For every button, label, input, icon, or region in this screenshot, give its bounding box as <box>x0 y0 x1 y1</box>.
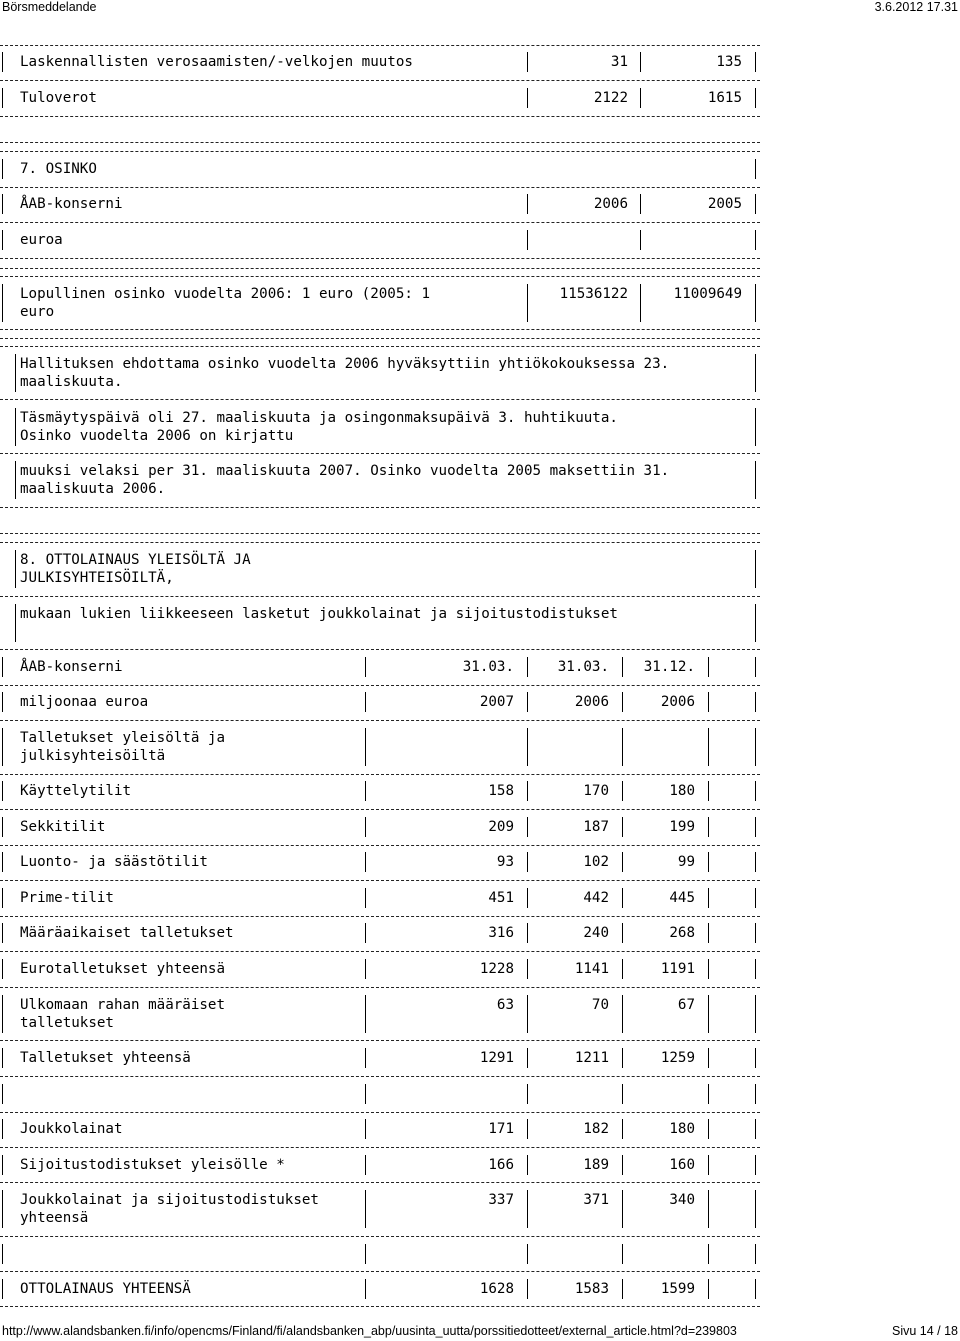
row-value: 268 <box>669 925 695 941</box>
row-value: 442 <box>583 890 609 906</box>
unit-label: miljoonaa euroa <box>20 694 149 710</box>
table-header-year: 2007 <box>479 694 514 710</box>
row-label: talletukset <box>20 1015 114 1031</box>
tax-row-value: 2122 <box>593 90 628 106</box>
dividend-value: 11009649 <box>673 286 742 302</box>
row-label: Prime-tilit <box>20 890 114 906</box>
dividend-note: Täsmäytyspäivä oli 27. maaliskuuta ja osingonmaksupäivä 3. huhtikuuta. <box>20 410 618 426</box>
row-label: Ulkomaan rahan määräiset <box>20 997 225 1013</box>
row-value: 102 <box>583 854 609 870</box>
row-value: 199 <box>669 819 695 835</box>
page-number: Sivu 14 / 18 <box>891 1324 958 1338</box>
table-header-date: 31.12. <box>643 659 695 675</box>
row-label: Talletukset yhteensä <box>20 1050 191 1066</box>
row-value: 160 <box>669 1157 695 1173</box>
row-label: OTTOLAINAUS YHTEENSÄ <box>20 1281 191 1297</box>
row-value: 209 <box>488 819 514 835</box>
row-value: 1141 <box>574 961 609 977</box>
row-value: 337 <box>488 1192 514 1208</box>
row-value: 1628 <box>479 1281 514 1297</box>
row-label: Luonto- ja säästötilit <box>20 854 208 870</box>
section-title: JULKISYHTEISÖILTÄ, <box>20 570 174 586</box>
row-heading: julkisyhteisöiltä <box>20 748 166 764</box>
source-url[interactable]: http://www.alandsbanken.fi/info/opencms/Finland/fi/alandsbanken_abp/uusinta_uutta/porssitiedotteet/external_article.html?d=239803 <box>2 1324 737 1338</box>
row-value: 1191 <box>660 961 695 977</box>
tax-row-value: 135 <box>716 54 742 70</box>
document-type: Börsmeddelande <box>2 0 97 14</box>
unit-label: euroa <box>20 232 63 248</box>
row-value: 1228 <box>479 961 514 977</box>
dividend-note: muuksi velaksi per 31. maaliskuuta 2007. Osinko vuodelta 2005 maksettiin 31. <box>20 463 670 479</box>
row-value: 451 <box>488 890 514 906</box>
row-label: Joukkolainat ja sijoitustodistukset <box>20 1192 319 1208</box>
row-value: 170 <box>583 783 609 799</box>
table-header-date: 31.03. <box>557 659 609 675</box>
tax-row-value: 1615 <box>707 90 742 106</box>
tax-row-label: Laskennallisten verosaamisten/-velkojen muutos <box>20 54 413 70</box>
row-value: 316 <box>488 925 514 941</box>
row-value: 70 <box>591 997 609 1013</box>
page-footer <box>0 1324 960 1340</box>
row-value: 93 <box>496 854 514 870</box>
dividend-note: maaliskuuta 2006. <box>20 481 166 497</box>
dividend-note: Hallituksen ehdottama osinko vuodelta 2006 hyväksyttiin yhtiökokouksessa 23. <box>20 356 670 372</box>
row-value: 1599 <box>660 1281 695 1297</box>
row-value: 340 <box>669 1192 695 1208</box>
table-header-label: ÅAB-konserni <box>20 196 123 212</box>
table-header-label: ÅAB-konserni <box>20 659 123 675</box>
section-subtitle: mukaan lukien liikkeeseen lasketut joukkolainat ja sijoitustodistukset <box>20 606 618 622</box>
row-value: 180 <box>669 1121 695 1137</box>
row-value: 371 <box>583 1192 609 1208</box>
dividend-note: Osinko vuodelta 2006 on kirjattu <box>20 428 294 444</box>
row-value: 1211 <box>574 1050 609 1066</box>
table-header-year: 2006 <box>593 196 628 212</box>
row-label: Käyttelytilit <box>20 783 132 799</box>
row-heading: Talletukset yleisöltä ja <box>20 730 225 746</box>
dividend-value: 11536122 <box>559 286 628 302</box>
dividend-label: Lopullinen osinko vuodelta 2006: 1 euro (2005: 1 <box>20 286 430 302</box>
row-value: 187 <box>583 819 609 835</box>
row-label: Sekkitilit <box>20 819 106 835</box>
section-title: 8. OTTOLAINAUS YLEISÖLTÄ JA <box>20 552 251 568</box>
row-label: Eurotalletukset yhteensä <box>20 961 225 977</box>
print-timestamp: 3.6.2012 17.31 <box>874 0 958 14</box>
row-value: 158 <box>488 783 514 799</box>
row-value: 182 <box>583 1121 609 1137</box>
table-header-year: 2006 <box>574 694 609 710</box>
row-value: 1259 <box>660 1050 695 1066</box>
row-label: Määräaikaiset talletukset <box>20 925 234 941</box>
row-value: 445 <box>669 890 695 906</box>
row-value: 171 <box>488 1121 514 1137</box>
row-label: Joukkolainat <box>20 1121 123 1137</box>
table-header-year: 2006 <box>660 694 695 710</box>
table-header-year: 2005 <box>707 196 742 212</box>
section-title: 7. OSINKO <box>20 161 97 177</box>
row-value: 166 <box>488 1157 514 1173</box>
row-value: 1583 <box>574 1281 609 1297</box>
page-header <box>0 0 960 14</box>
row-value: 180 <box>669 783 695 799</box>
row-value: 99 <box>677 854 695 870</box>
table-header-date: 31.03. <box>462 659 514 675</box>
row-value: 1291 <box>479 1050 514 1066</box>
dividend-label: euro <box>20 304 55 320</box>
row-value: 189 <box>583 1157 609 1173</box>
row-value: 240 <box>583 925 609 941</box>
row-value: 67 <box>677 997 695 1013</box>
tax-row-label: Tuloverot <box>20 90 97 106</box>
row-label: Sijoitustodistukset yleisölle * <box>20 1157 285 1173</box>
tax-row-value: 31 <box>610 54 628 70</box>
row-label: yhteensä <box>20 1210 89 1226</box>
dividend-note: maaliskuuta. <box>20 374 123 390</box>
row-value: 63 <box>496 997 514 1013</box>
